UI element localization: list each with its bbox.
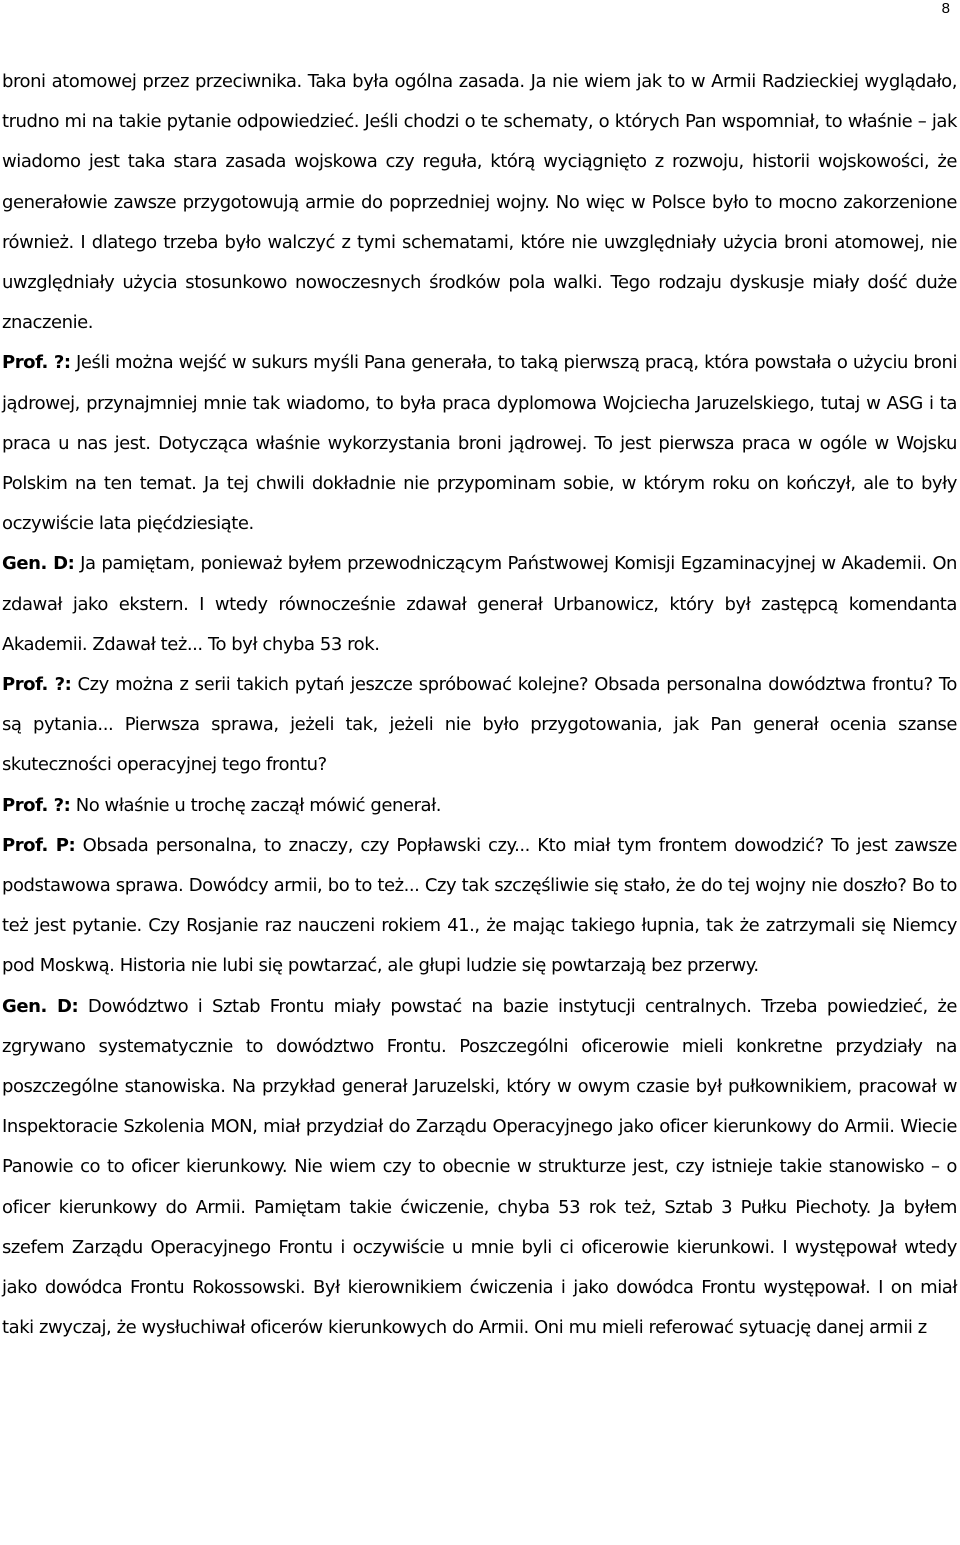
paragraph-text: Obsada personalna, to znaczy, czy Popławski czy... Kto miał tym frontem dowodzić? To jest zawsze podstawowa sprawa. Dowódcy armii, bo to też... Czy tak szczęśliwie się stało, że do tej wojny nie doszło? Bo to też jest pytanie. Czy Rosjanie raz nauczeni rokiem 41., że mając takiego łupnia, tak że zatrzymali się Niemcy pod Moskwą. Historia nie lubi się powtarzać, ale głupi ludzie się powtarzają bez przerwy. [2, 834, 957, 977]
paragraph-text: No właśnie u trochę zaczął mówić generał. [70, 794, 442, 816]
speaker-label: Prof. ?: [2, 674, 72, 696]
paragraph-text: Dowództwo i Sztab Frontu miały powstać na bazie instytucji centralnych. Trzeba powiedzieć, że zgrywano systematycznie to dowództwo Frontu. Poszczególni oficerowie mieli konkretne przydziały na poszczególne stanowiska. Na przykład generał Jaruzelski, który w owym czasie był pułkownikiem, pracował w Inspektoracie Szkolenia MON, miał przydział do Zarządu Operacyjnego jako oficer kierunkowy do Armii. Wiecie Panowie co to oficer kierunkowy. Nie wiem czy to obecnie w strukturze jest, czy istnieje takie stanowisko – o oficer kierunkowy do Armii. Pamiętam takie ćwiczenie, chyba 53 rok też, Sztab 3 Pułku Piechoty. Ja byłem szefem Zarządu Operacyjnego Frontu i oczywiście u mnie byli ci oficerowie kierunkowi. I występował wtedy jako dowódca Frontu Rokossowski. Był kierownikiem ćwiczenia i jako dowódca Frontu występował. I on miał taki zwyczaj, że wysłuchiwał oficerów kierunkowych do Armii. Oni mu mieli referować sytuację danej armii z [2, 995, 957, 1339]
paragraph-text: Czy można z serii takich pytań jeszcze spróbować kolejne? Obsada personalna dowództwa frontu? To są pytania... Pierwsza sprawa, jeżeli tak, jeżeli nie było przygotowania, jak Pan generał ocenia szanse skuteczności operacyjnej tego frontu? [2, 674, 957, 776]
page-number: 8 [941, 0, 950, 17]
paragraph-text: broni atomowej przez przeciwnika. Taka była ogólna zasada. Ja nie wiem jak to w Armii Radzieckiej wyglądało, trudno mi na takie pytanie odpowiedzieć. Jeśli chodzi o te schematy, o których Pan wspomniał, to właśnie – jak wiadomo jest taka stara zasada wojskowa czy reguła, którą wyciągnięto z rozwoju, historii wojskowości, że generałowie zawsze przygotowują armie do poprzedniej wojny. No więc w Polsce było to mocno zakorzenione również. I dlatego trzeba było walczyć z tymi schematami, które nie uwzględniały użycia broni atomowej, nie uwzględniały użycia stosunkowo nowoczesnych środków pola walki. Tego rodzaju dyskusje miały dość duże znaczenie. [2, 71, 957, 334]
paragraph [2, 786, 957, 826]
speaker-label: Gen. D: [2, 553, 75, 575]
paragraph [2, 987, 957, 1349]
document-body [2, 62, 957, 1349]
paragraph-text: Jeśli można wejść w sukurs myśli Pana generała, to taką pierwszą pracą, która powstała o użyciu broni jądrowej, przynajmniej mnie tak wiadomo, to była praca dyplomowa Wojciecha Jaruzelskiego, tutaj w ASG i ta praca u nas jest. Dotycząca właśnie wykorzystania broni jądrowej. To jest pierwsza praca w ogóle w Wojsku Polskim na ten temat. Ja tej chwili dokładnie nie przypominam sobie, w którym roku on kończył, ale to były oczywiście lata pięćdziesiąte. [2, 352, 957, 535]
paragraph [2, 343, 957, 544]
paragraph [2, 544, 957, 665]
speaker-label: Prof. ?: [2, 794, 71, 816]
paragraph [2, 62, 957, 343]
speaker-label: Gen. D: [2, 995, 79, 1017]
paragraph [2, 826, 957, 987]
paragraph [2, 665, 957, 786]
speaker-label: Prof. P: [2, 834, 76, 856]
speaker-label: Prof. ?: [2, 352, 71, 374]
paragraph-text: Ja pamiętam, ponieważ byłem przewodniczącym Państwowej Komisji Egzaminacyjnej w Akademii. On zdawał jako ekstern. I wtedy równocześnie zdawał generał Urbanowicz, który był zastępcą komendanta Akademii. Zdawał też... To był chyba 53 rok. [2, 553, 957, 655]
